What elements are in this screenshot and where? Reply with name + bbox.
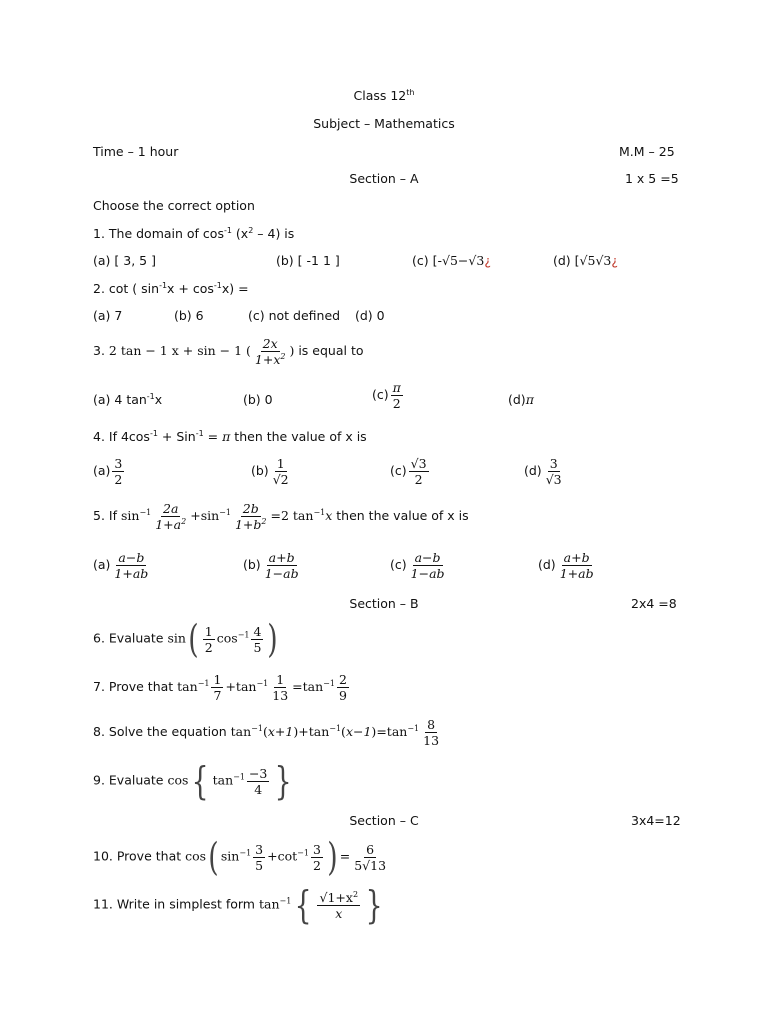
q9-right-brace: } [275, 759, 292, 803]
q1-option-c-glitch: ¿ [484, 253, 491, 268]
q6-right-paren: ) [267, 617, 279, 661]
q5-sin: sin [200, 508, 220, 523]
q6-cos: cos [216, 630, 238, 646]
q7-f1-num: 1 [213, 672, 222, 687]
q3-expression: 2 tan − 1 x + sin − 1 ( [108, 343, 251, 358]
question-1 [93, 226, 294, 241]
q5-option-c-fraction [409, 550, 447, 581]
q9-cos: cos [167, 772, 189, 788]
q5-option-b-label: (b) [243, 557, 261, 572]
q4-sup: -1 [149, 429, 158, 438]
q4-option-b-num: 1 [276, 456, 285, 471]
question-4 [93, 429, 367, 444]
q4-text: + Sin [157, 429, 196, 444]
q5-option-d [538, 550, 598, 581]
q10-left-paren: ( [208, 835, 219, 879]
q5-option-d-den: 1+ab [559, 566, 594, 581]
class-label: Class 12 [353, 88, 407, 103]
q3-option-d-math: π [525, 392, 534, 407]
q8-inv: −1 [407, 724, 420, 733]
q7-f3-den: 9 [338, 688, 347, 703]
q3-option-c-label: (c) [372, 387, 389, 402]
q3-option-b: (b) 0 [243, 392, 273, 407]
q7-plus: + [225, 679, 236, 694]
q11-right-brace: } [365, 883, 383, 927]
q3-option-a-sup: -1 [146, 392, 155, 401]
q5-option-a-label: (a) [93, 557, 111, 572]
q6-sin: sin [167, 630, 186, 646]
section-a-title: Section – A [349, 171, 419, 186]
section-a-marks: 1 x 5 =5 [625, 171, 679, 186]
q5-option-d-num: a+b [563, 550, 590, 565]
q5-eq: =2 tan [270, 508, 314, 523]
q10-inv: −1 [239, 848, 252, 858]
q3-option-c-num: π [392, 380, 401, 395]
q8-inv: −1 [329, 724, 342, 733]
q5-f1-num: 2a [163, 501, 179, 516]
q5-inv: −1 [139, 508, 152, 517]
q6-text: 6. Evaluate [93, 630, 168, 646]
question-8 [93, 717, 443, 748]
q8-text: 8. Solve the equation [93, 724, 231, 739]
q10-fraction-1 [253, 842, 265, 873]
q8-f-den: 13 [423, 733, 440, 748]
q4-text: 4. If 4cos [93, 429, 150, 444]
q4-option-b-fraction [271, 456, 291, 487]
q7-inv: −1 [256, 679, 269, 688]
q2-option-a: (a) 7 [93, 308, 123, 323]
q5-f2-den-sup: 2 [261, 517, 267, 526]
q5-f1-den-text: 1+a [155, 517, 182, 532]
q11-f-num-sup: 2 [352, 889, 359, 899]
q3-option-a-text: (a) 4 tan [93, 392, 147, 407]
section-c-title: Section – C [349, 813, 419, 828]
q3-option-d-label: (d) [508, 392, 526, 407]
q5-sin: sin [120, 508, 140, 523]
q10-f3-den: 5√13 [354, 857, 387, 873]
q3-close: ) [289, 343, 295, 358]
q7-f1-den: 7 [213, 688, 222, 703]
q1-option-d-label: (d) [ [553, 253, 580, 268]
q2-sup: -1 [213, 281, 222, 290]
instruction: Choose the correct option [93, 198, 255, 213]
q8-eq: = [376, 724, 387, 739]
question-3 [93, 336, 364, 367]
q5-f2-den-text: 1+b [234, 517, 262, 532]
q7-fraction-3 [337, 672, 349, 703]
q1-text: – 4) is [253, 226, 295, 241]
q7-tan: tan [302, 679, 324, 694]
q9-left-brace: { [192, 759, 209, 803]
q10-inv: −1 [297, 848, 309, 858]
q11-inv: −1 [279, 896, 292, 906]
q7-eq: = [292, 679, 303, 694]
q8-plus: + [298, 724, 309, 739]
q5-option-b [243, 550, 303, 581]
q5-option-a-den: 1+ab [114, 566, 149, 581]
q2-option-b: (b) 6 [174, 308, 204, 323]
q1-sup: -1 [223, 226, 232, 235]
section-c-marks: 3x4=12 [631, 813, 681, 828]
q10-cos: cos [185, 848, 207, 864]
q1-option-d-math: √5√3 [579, 253, 612, 268]
q3-number: 3. [93, 343, 105, 358]
q10-sin: sin [220, 848, 240, 864]
q3-option-c-fraction [391, 380, 403, 411]
q4-option-a-den: 2 [114, 472, 123, 487]
q9-fraction [247, 766, 269, 797]
q10-cot: cot [277, 848, 298, 864]
q3-option-d [508, 392, 534, 407]
q5-option-c-den: 1−ab [410, 566, 445, 581]
q1-text: (x [231, 226, 249, 241]
q5-f2-num: 2b [242, 501, 259, 516]
max-marks: M.M – 25 [619, 144, 675, 159]
q4-option-a-label: (a) [93, 463, 111, 478]
q3-option-c-den: 2 [392, 396, 401, 411]
q3-option-a-tail: x [154, 392, 163, 407]
q4-option-a [93, 456, 126, 487]
question-6 [93, 617, 280, 661]
q2-option-d: (d) 0 [355, 308, 385, 323]
q4-option-d-den: √3 [545, 472, 562, 487]
q1-option-b: (b) [ -1 1 ] [276, 253, 340, 268]
q2-sup: -1 [159, 281, 168, 290]
q5-option-c [390, 550, 449, 581]
q5-option-d-fraction [558, 550, 596, 581]
q4-option-d [524, 456, 566, 487]
question-2 [93, 281, 249, 296]
q6-f1-num: 1 [204, 623, 213, 639]
section-b-marks: 2x4 =8 [631, 596, 677, 611]
q5-option-a [93, 550, 152, 581]
q3-frac-den-sup: 2 [280, 352, 286, 361]
q5-option-a-fraction [112, 550, 150, 581]
q4-pi: π [222, 429, 231, 444]
q2-option-c: (c) not defined [248, 308, 341, 323]
q8-tan: tan [386, 724, 408, 739]
q11-f-num [317, 890, 360, 906]
q4-option-c-den: 2 [414, 472, 423, 487]
q4-option-d-label: (d) [524, 463, 542, 478]
q3-option-c [372, 380, 405, 411]
q8-inv: −1 [251, 724, 263, 733]
q5-option-d-label: (d) [538, 557, 556, 572]
q4-option-b-den: √2 [272, 472, 289, 487]
q5-fraction-1 [153, 501, 188, 532]
q11-fraction [317, 890, 360, 921]
q8-paren: ( [262, 724, 268, 739]
q5-option-b-num: a+b [268, 550, 295, 565]
q10-f2-den: 2 [312, 857, 321, 873]
q1-option-d-glitch: ¿ [611, 253, 619, 268]
q5-option-b-den: 1−ab [264, 566, 299, 581]
q3-frac-den-text: 1+x [254, 352, 281, 367]
q6-f2-num: 4 [253, 623, 262, 639]
q4-text: = [203, 429, 223, 444]
q3-frac-num: 2x [262, 336, 278, 351]
q7-f3-num: 2 [338, 672, 347, 687]
q7-fraction-2 [270, 672, 290, 703]
q6-inv: −1 [237, 630, 250, 640]
q4-option-d-fraction [544, 456, 564, 487]
q9-inv: −1 [233, 772, 245, 782]
q6-fraction-1 [203, 624, 215, 655]
q4-option-a-num: 3 [114, 456, 123, 471]
q1-option-a: (a) [ 3, 5 ] [93, 253, 156, 268]
q1-sup: 2 [248, 226, 254, 235]
q10-eq: = [339, 848, 351, 864]
q11-f-num-text: √1+x [319, 889, 353, 905]
q8-arg-1: x+1 [267, 724, 294, 739]
q7-tan: tan [235, 679, 257, 694]
q8-paren: ) [371, 724, 377, 739]
q10-text: 10. Prove that [93, 848, 186, 864]
q10-fraction-2 [311, 842, 323, 873]
q9-f-den: 4 [254, 781, 263, 797]
q11-tan: tan [258, 896, 280, 912]
q1-option-c [412, 253, 491, 268]
q5-inv: −1 [313, 508, 326, 517]
q4-option-a-fraction [112, 456, 124, 487]
q4-text: then the value of x is [230, 429, 367, 444]
q7-text: 7. Prove that [93, 679, 178, 694]
q4-sup: -1 [195, 429, 204, 438]
question-9 [93, 759, 296, 803]
q5-x: x [325, 508, 333, 523]
time-label: Time – 1 hour [93, 144, 179, 159]
q5-plus: + [190, 508, 201, 523]
q5-option-c-label: (c) [390, 557, 407, 572]
q2-text: x) = [221, 281, 249, 296]
q10-f2-num: 3 [312, 841, 321, 857]
q10-right-paren: ) [327, 835, 338, 879]
q3-fraction [253, 336, 288, 367]
q10-fraction-3 [352, 842, 388, 873]
q8-f-num: 8 [427, 717, 436, 732]
q5-f2-den [233, 517, 269, 532]
q4-option-b-label: (b) [251, 463, 269, 478]
q8-tan: tan [230, 724, 252, 739]
q5-option-c-num: a−b [414, 550, 441, 565]
question-11 [93, 883, 386, 927]
question-5 [93, 501, 469, 532]
q10-f1-den: 5 [255, 857, 264, 873]
q3-option-a [93, 392, 162, 407]
q10-f1-num: 3 [255, 841, 264, 857]
q5-text: 5. If [93, 508, 121, 523]
class-title [0, 88, 768, 103]
q1-option-c-label: (c) [- [412, 253, 442, 268]
q2-text: 2. cot ( sin [93, 281, 160, 296]
q5-f1-den-sup: 2 [181, 517, 187, 526]
q10-f3-num: 6 [366, 841, 375, 857]
q7-f2-den: 13 [272, 688, 289, 703]
q8-fraction [421, 717, 441, 748]
q6-f1-den: 2 [204, 639, 213, 655]
question-7 [93, 672, 351, 703]
q1-text: 1. The domain of cos [93, 226, 224, 241]
section-b-title: Section – B [349, 596, 419, 611]
q7-inv: −1 [197, 679, 210, 688]
q3-frac-den [253, 352, 288, 367]
q5-inv: −1 [219, 508, 231, 517]
q4-option-c-label: (c) [390, 463, 407, 478]
question-10 [93, 835, 390, 879]
q6-fraction-2 [251, 624, 263, 655]
q11-text: 11. Write in simplest form [93, 896, 259, 912]
q6-f2-den: 5 [253, 639, 262, 655]
q10-plus: + [267, 848, 278, 864]
q8-paren: ) [293, 724, 299, 739]
q5-option-b-fraction [263, 550, 301, 581]
q8-tan: tan [308, 724, 330, 739]
q7-tan: tan [177, 679, 198, 694]
q7-inv: −1 [323, 679, 335, 688]
q9-tan: tan [212, 772, 234, 788]
q9-f-num: −3 [248, 765, 268, 781]
q9-text: 9. Evaluate [93, 772, 168, 788]
q4-option-c-num: √3 [410, 456, 427, 471]
q5-fraction-2 [233, 501, 269, 532]
q5-tail: then the value of x is [332, 508, 469, 523]
q8-arg-2: x−1 [345, 724, 372, 739]
q3-tail: is equal to [294, 343, 364, 358]
q7-fraction-1 [211, 672, 223, 703]
subject-title: Subject – Mathematics [313, 116, 455, 131]
q4-option-d-num: 3 [549, 456, 558, 471]
q11-f-den: x [335, 905, 343, 921]
q6-left-paren: ( [188, 617, 199, 661]
q1-option-d [553, 253, 618, 268]
q5-f1-den [153, 517, 188, 532]
class-sup: th [406, 88, 415, 97]
q4-option-c [390, 456, 431, 487]
q5-option-a-num: a−b [118, 550, 145, 565]
q7-f2-num: 1 [276, 672, 285, 687]
q8-paren: ( [341, 724, 346, 739]
q4-option-b [251, 456, 293, 487]
q11-left-brace: { [294, 883, 312, 927]
q4-option-c-fraction [409, 456, 429, 487]
q2-text: x + cos [167, 281, 214, 296]
q1-option-c-math: √5−√3 [442, 253, 485, 268]
